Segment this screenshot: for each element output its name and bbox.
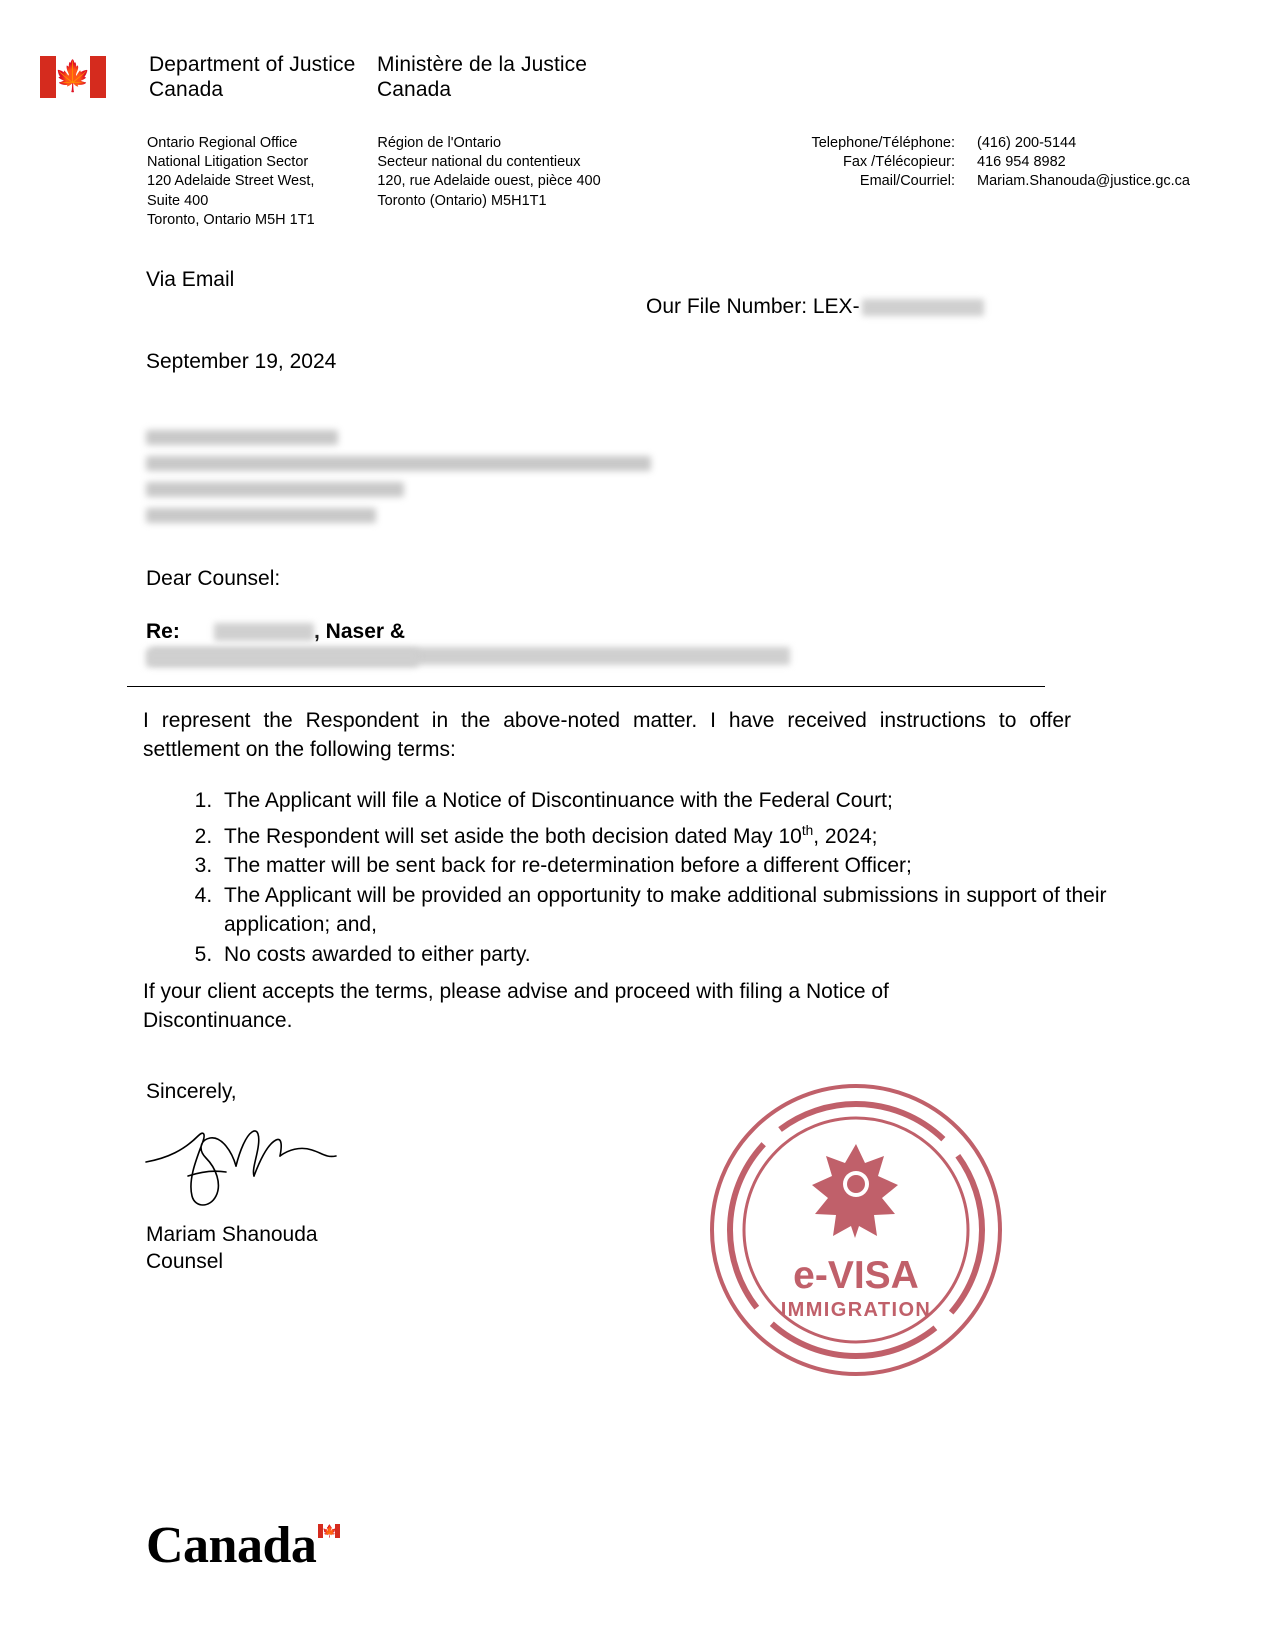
signer-name: Mariam Shanouda (146, 1223, 318, 1246)
sign-off: Sincerely, (146, 1080, 237, 1103)
recipient-line (146, 508, 376, 523)
canada-flag-icon: 🍁 (318, 1524, 340, 1538)
address-french-line: Toronto (Ontario) M5H1T1 (377, 192, 547, 209)
signer-title: Counsel (146, 1250, 224, 1273)
settlement-terms-list (176, 786, 1118, 969)
via-email-label: Via Email (146, 268, 235, 291)
address-french-line: 120, rue Adelaide ouest, pièce 400 (377, 173, 601, 190)
header-divider (127, 686, 1045, 687)
list-item: 2. The Respondent will set aside the both decision dated May 10th, 2024; (218, 816, 1118, 852)
contact-block (775, 134, 1237, 230)
re-visible-text: , Naser & (314, 620, 406, 643)
address-french-line: Secteur national du contentieux (377, 154, 581, 171)
list-item: 3. The matter will be sent back for re-determination before a different Officer; (218, 851, 1118, 881)
stamp-sub-text: IMMIGRATION (780, 1299, 932, 1321)
list-item: 1. The Applicant will file a Notice of Discontinuance with the Federal Court; (218, 786, 1118, 816)
list-item: 4. The Applicant will be provided an opportunity to make additional submissions in support of their application; and, (218, 881, 1118, 940)
contact-label-telephone: Telephone/Téléphone: (811, 135, 955, 151)
address-english-line: Ontario Regional Office (147, 135, 298, 151)
list-item: 5. No costs awarded to either party. (218, 940, 1118, 970)
recipient-line (146, 430, 338, 445)
re-label: Re: (146, 620, 180, 643)
contact-value-fax: 416 954 8982 (977, 154, 1066, 171)
re-redacted-name (214, 623, 314, 641)
contact-label-fax: Fax /Télécopieur: (842, 154, 955, 171)
department-name-english-line2: Canada (149, 78, 224, 101)
department-name-french-line1: Ministère de la Justice (377, 53, 588, 76)
salutation: Dear Counsel: (146, 567, 281, 590)
letterhead (40, 52, 1230, 102)
address-english-line: National Litigation Sector (147, 154, 309, 171)
contact-label-email: Email/Courriel: (859, 173, 955, 190)
department-name-english-line1: Department of Justice (149, 53, 356, 76)
re-redacted-detail-2 (146, 649, 418, 667)
closing-paragraph: If your client accepts the terms, please advise and proceed with filing a Notice of Discontinuance. (143, 980, 889, 1032)
address-english-line: 120 Adelaide Street West, (147, 173, 315, 190)
file-number (646, 295, 984, 319)
contact-value-email: Mariam.Shanouda@justice.gc.ca (977, 173, 1190, 190)
department-names (149, 52, 697, 102)
re-line-second (146, 649, 1046, 667)
stamp-main-text: e-VISA (793, 1254, 919, 1297)
contact-labels (775, 134, 955, 230)
address-french (377, 134, 705, 230)
recipient-line (146, 482, 404, 497)
recipient-address-redacted (146, 430, 666, 534)
address-english-line: Suite 400 (147, 192, 209, 209)
intro-paragraph: I represent the Respondent in the above-noted matter. I have received instructions to offer settlement on the following terms: (143, 709, 1071, 761)
file-number-redacted (862, 299, 984, 316)
address-english (147, 134, 377, 230)
e-visa-stamp (706, 1080, 1006, 1380)
contact-value-telephone: (416) 200-5144 (977, 135, 1077, 151)
address-french-line: Région de l'Ontario (377, 135, 502, 151)
address-english-line: Toronto, Ontario M5H 1T1 (147, 211, 315, 228)
department-name-english (149, 52, 377, 102)
canada-flag-icon: 🍁 (40, 56, 106, 98)
canada-wordmark (146, 1517, 337, 1574)
letter-date: September 19, 2024 (146, 350, 337, 373)
signature-image (140, 1110, 380, 1220)
recipient-line (146, 456, 651, 471)
canada-wordmark-text: Canada (146, 1517, 317, 1574)
file-number-label: Our File Number: LEX- (646, 295, 860, 318)
address-block (147, 134, 1237, 230)
contact-values (977, 134, 1237, 230)
signer-block (146, 1221, 318, 1275)
department-name-french (377, 52, 697, 102)
department-name-french-line2: Canada (377, 78, 452, 101)
